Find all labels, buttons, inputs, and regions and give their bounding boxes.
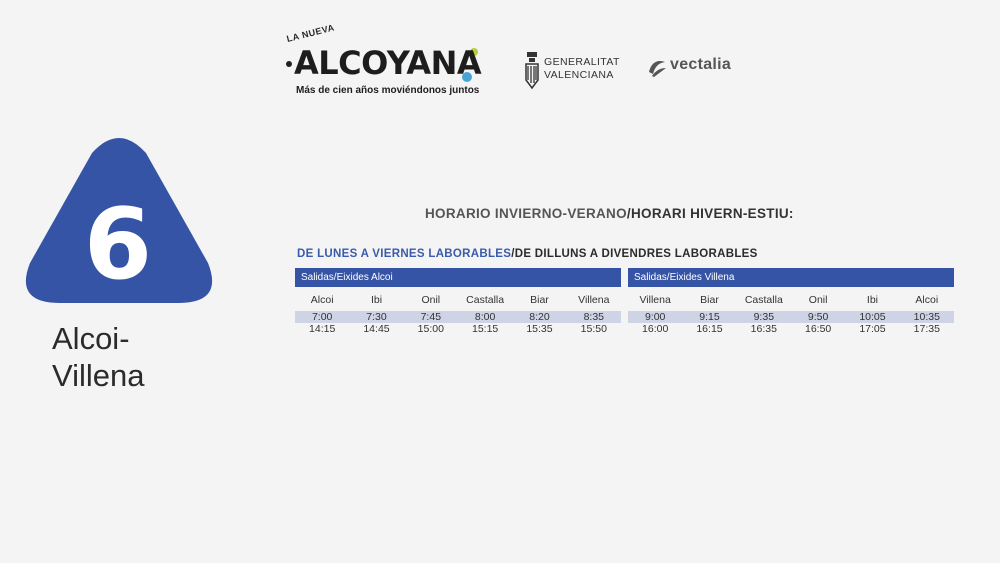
stop-name: Ibi <box>866 294 879 306</box>
alcoyana-logo <box>284 22 484 100</box>
timetable-header: Salidas/Eixides Alcoi <box>295 268 621 287</box>
departure-time: 17:05 <box>859 323 886 335</box>
vectalia-logo <box>646 56 756 80</box>
generalitat-line-2: VALENCIANA <box>544 69 614 81</box>
stop-name: Onil <box>808 294 828 306</box>
stop-name: Villena <box>639 294 671 306</box>
alcoyana-wordmark: ALCOYANA <box>294 44 482 82</box>
departure-time: 8:20 <box>529 311 550 323</box>
departure-time: 16:35 <box>750 323 777 335</box>
table-row <box>628 323 954 335</box>
departure-time: 8:35 <box>583 311 605 323</box>
alcoyana-tagline: Más de cien años moviéndonos juntos <box>296 85 480 96</box>
departure-time: 15:15 <box>472 323 499 335</box>
stop-name: Onil <box>421 294 441 306</box>
departure-time: 9:50 <box>807 311 829 323</box>
service-days-title <box>297 248 758 260</box>
departure-time: 17:35 <box>913 323 940 335</box>
departure-time: 10:35 <box>913 311 940 323</box>
schedule-title <box>425 206 794 221</box>
vectalia-wordmark: vectalia <box>670 56 732 73</box>
stop-name: Castalla <box>744 294 783 306</box>
departure-time: 16:15 <box>696 323 723 335</box>
departure-time: 16:50 <box>805 323 832 335</box>
departure-time: 7:00 <box>311 311 333 323</box>
stop-name: Ibi <box>370 294 383 306</box>
stop-name: Biar <box>530 294 549 306</box>
departure-time: 7:45 <box>420 311 442 323</box>
vectalia-swirl-icon <box>646 56 668 78</box>
schedule-title-va: /HORARI HIVERN-ESTIU: <box>626 206 794 221</box>
table-row <box>295 311 621 323</box>
stop-header-row <box>628 293 954 307</box>
stop-name: Castalla <box>466 294 505 306</box>
departure-time: 14:45 <box>363 323 390 335</box>
route-name: Alcoi- Villena <box>52 321 145 393</box>
stop-header-row <box>295 293 621 307</box>
generalitat-crest-icon <box>524 50 540 90</box>
departure-time: 8:00 <box>474 311 496 323</box>
table-row <box>628 311 954 323</box>
route-badge <box>22 135 216 307</box>
departure-time: 9:15 <box>699 311 720 323</box>
timetable-alcoi <box>295 268 621 335</box>
service-days-es: DE LUNES A VIERNES LABORABLES <box>297 248 512 260</box>
logo-dot-icon <box>286 61 292 67</box>
departure-time: 15:50 <box>580 323 607 335</box>
route-number: 6 <box>83 188 153 302</box>
alcoyana-small-text: LA NUEVA <box>285 22 336 44</box>
timetable-header: Salidas/Eixides Villena <box>628 268 954 287</box>
stop-name: Biar <box>700 294 719 306</box>
stop-name: Villena <box>578 294 610 306</box>
schedule-title-es: HORARIO INVIERNO-VERANO <box>425 206 627 221</box>
stop-name: Alcoi <box>310 294 334 306</box>
table-row <box>295 323 621 335</box>
stop-name: Alcoi <box>915 294 939 306</box>
departure-time: 7:30 <box>366 311 387 323</box>
departure-time: 15:00 <box>417 323 444 335</box>
departure-time: 15:35 <box>526 323 553 335</box>
timetable-villena <box>628 268 954 335</box>
service-days-va: /DE DILLUNS A DIVENDRES LABORABLES <box>511 248 758 260</box>
departure-time: 16:00 <box>642 323 669 335</box>
departure-time: 10:05 <box>859 311 886 323</box>
departure-time: 9:00 <box>644 311 666 323</box>
generalitat-line-1: GENERALITAT <box>544 56 620 68</box>
generalitat-logo <box>524 50 624 90</box>
departure-time: 9:35 <box>753 311 775 323</box>
departure-time: 14:15 <box>309 323 336 335</box>
